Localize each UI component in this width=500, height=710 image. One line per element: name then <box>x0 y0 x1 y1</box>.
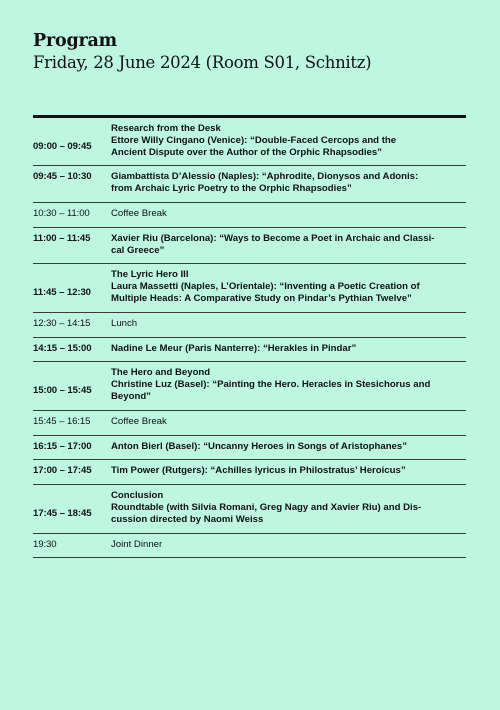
session-line: cussion directed by Naomi Weiss <box>111 513 264 525</box>
page-title: Program <box>33 31 117 51</box>
session-time: 15:00 – 15:45 <box>33 385 92 397</box>
session-time: 16:15 – 17:00 <box>33 440 92 452</box>
session-line: Multiple Heads: A Comparative Study on Pindar’s Pythian Twelve” <box>111 292 412 304</box>
session-line: Xavier Riu (Barcelona): “Ways to Become a Poet in Archaic and Classi- <box>111 232 435 244</box>
session-details <box>111 313 466 337</box>
page-subtitle: Friday, 28 June 2024 (Room S01, Schnitz) <box>33 53 372 72</box>
session-line: Conclusion <box>111 490 164 502</box>
session-time: 15:45 – 16:15 <box>33 415 91 427</box>
session-details <box>111 166 466 202</box>
session-details <box>111 228 466 264</box>
schedule-row <box>33 338 466 363</box>
session-time: 14:15 – 15:00 <box>33 342 92 354</box>
session-line: Anton Bierl (Basel): “Uncanny Heroes in Songs of Aristophanes” <box>111 440 408 452</box>
session-line: Coffee Break <box>111 207 167 219</box>
session-time: 11:45 – 12:30 <box>33 287 91 299</box>
session-time: 11:00 – 11:45 <box>33 232 91 244</box>
session-time: 10:30 – 11:00 <box>33 207 90 219</box>
session-line: from Archaic Lyric Poetry to the Orphic Rhapsodies” <box>111 183 352 195</box>
schedule-row <box>33 203 466 228</box>
session-details <box>111 362 466 409</box>
session-line: Nadine Le Meur (Paris Nanterre): “Herakles in Pindar” <box>111 342 357 354</box>
session-line: Ancient Dispute over the Author of the Orphic Rhapsodies” <box>111 146 382 158</box>
session-details <box>111 411 466 435</box>
session-line: Joint Dinner <box>111 538 163 550</box>
session-line: Research from the Desk <box>111 123 221 134</box>
schedule-table <box>33 118 466 558</box>
session-time: 09:45 – 10:30 <box>33 171 92 183</box>
session-details <box>111 460 466 484</box>
session-line: Beyond” <box>111 390 151 402</box>
session-details <box>111 485 466 532</box>
schedule-row <box>33 118 466 166</box>
schedule-row <box>33 313 466 338</box>
schedule-row <box>33 264 466 312</box>
schedule-row <box>33 166 466 203</box>
schedule-row <box>33 411 466 436</box>
session-line: Laura Massetti (Naples, L’Orientale): “Inventing a Poetic Creation of <box>111 281 420 293</box>
session-line: Tim Power (Rutgers): “Achilles lyricus in Philostratus’ Heroicus” <box>111 465 406 477</box>
session-time: 19:30 <box>33 538 57 550</box>
session-line: Ettore Willy Cingano (Venice): “Double-Faced Cercops and the <box>111 134 397 146</box>
session-line: The Hero and Beyond <box>111 367 211 379</box>
session-details <box>111 436 466 460</box>
session-details <box>111 534 466 558</box>
session-line: Lunch <box>111 317 138 329</box>
session-time: 12:30 – 14:15 <box>33 317 91 329</box>
session-details <box>111 203 466 227</box>
schedule-row <box>33 228 466 265</box>
schedule-row <box>33 485 466 533</box>
session-line: Giambattista D’Alessio (Naples): “Aphrodite, Dionysos and Adonis: <box>111 171 419 183</box>
session-line: cal Greece” <box>111 244 165 256</box>
session-details <box>111 264 466 311</box>
session-line: Roundtable (with Silvia Romani, Greg Nagy and Xavier Riu) and Dis- <box>111 501 422 513</box>
session-line: Coffee Break <box>111 415 167 427</box>
session-details <box>111 118 466 165</box>
session-time: 17:00 – 17:45 <box>33 465 92 477</box>
schedule-row <box>33 362 466 410</box>
session-time: 17:45 – 18:45 <box>33 507 92 519</box>
schedule-row <box>33 534 466 559</box>
session-line: The Lyric Hero III <box>111 269 189 281</box>
session-time: 09:00 – 09:45 <box>33 140 92 152</box>
schedule-row <box>33 460 466 485</box>
schedule-row <box>33 436 466 461</box>
session-details <box>111 338 466 362</box>
session-line: Christine Luz (Basel): “Painting the Hero. Heracles in Stesichorus and <box>111 379 431 391</box>
